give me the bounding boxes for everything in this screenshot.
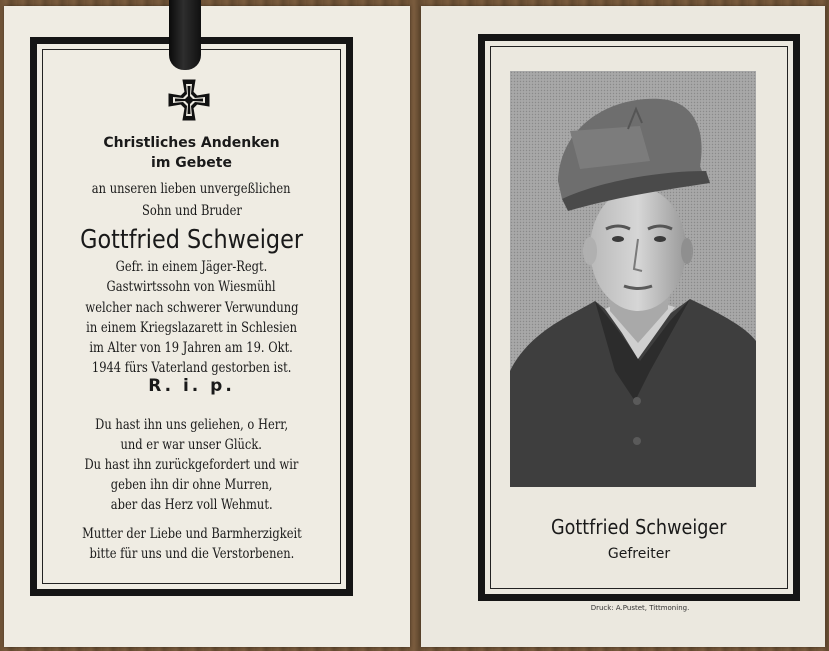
intro-line-2: Sohn und Bruder (141, 203, 242, 219)
prayer-line-1: Mutter der Liebe und Barmherzigkeit (81, 526, 302, 542)
verse-line-1: Du hast ihn uns geliehen, o Herr, (95, 417, 288, 433)
death-line-3: im Alter von 19 Jahren am 19. Okt. (89, 340, 294, 356)
prayer-line-2: bitte für uns und die Verstorbenen. (89, 546, 294, 562)
verse-line-5: aber das Herz voll Wehmut. (110, 497, 273, 513)
rip-line: R. i. p. (148, 376, 235, 396)
death-line-2: in einem Kriegslazarett in Schlesien (86, 320, 297, 336)
death-line-1: welcher nach schwerer Verwundung (84, 300, 299, 316)
verse-line-2: und er war unser Glück. (120, 437, 263, 453)
iron-cross-icon (167, 78, 211, 122)
portrait-rank: Gefreiter (607, 546, 671, 562)
portrait-name: Gottfried Schweiger (551, 515, 727, 539)
death-line-4: 1944 fürs Vaterland gestorben ist. (91, 360, 292, 376)
heading-line-1: Christliches Andenken (103, 135, 280, 151)
rank-line: Gefr. in einem Jäger-Regt. (115, 259, 268, 275)
verse-line-3: Du hast ihn zurückgefordert und wir (84, 457, 299, 473)
printer-imprint: Druck: A.Pustet, Tittmoning. (590, 604, 690, 612)
verse-line-4: geben ihn dir ohne Murren, (110, 477, 273, 493)
heading-line-2: im Gebete (151, 155, 232, 171)
soldier-portrait-photo (510, 71, 756, 487)
deceased-name: Gottfried Schweiger (80, 225, 303, 255)
black-ribbon (169, 0, 201, 70)
origin-line: Gastwirtssohn von Wiesmühl (107, 279, 276, 295)
intro-line-1: an unseren lieben unvergeßlichen (92, 181, 291, 197)
